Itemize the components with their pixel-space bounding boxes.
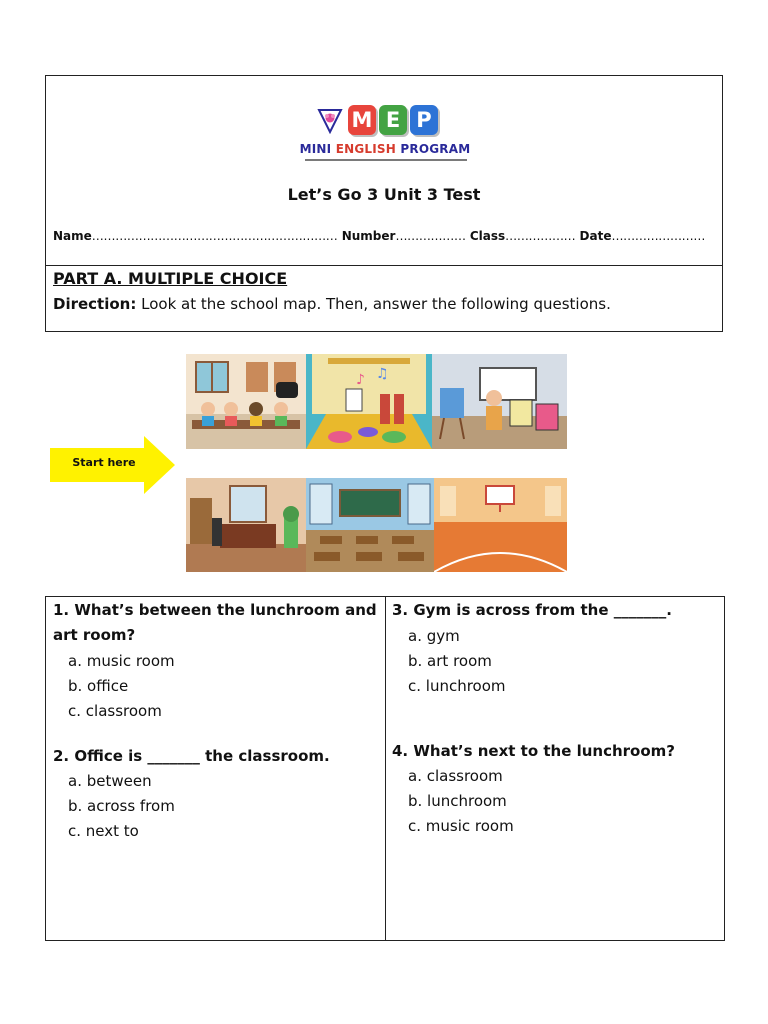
direction-line — [53, 295, 611, 313]
office-image — [186, 478, 306, 572]
q2-option-b[interactable]: b. across from — [68, 797, 175, 815]
number-label: Number — [341, 229, 396, 243]
question-2: 2. Office is _______ the classroom. — [53, 747, 330, 765]
q4-option-a[interactable]: a. classroom — [408, 767, 503, 785]
logo-tile-m: M — [348, 105, 376, 135]
q2-option-c[interactable]: c. next to — [68, 822, 139, 840]
column-divider — [385, 597, 386, 940]
lunchroom-image — [186, 354, 306, 449]
logo-tiles — [348, 105, 438, 135]
direction-label: Direction: — [53, 295, 137, 313]
date-label: Date — [579, 229, 612, 243]
q4-option-c[interactable]: c. music room — [408, 817, 514, 835]
q4-option-b[interactable]: b. lunchroom — [408, 792, 507, 810]
start-here-label: Start here — [72, 456, 136, 469]
header-section — [45, 75, 723, 266]
question-1-line-1: 1. What’s between the lunchroom and — [53, 601, 377, 619]
test-title: Let’s Go 3 Unit 3 Test — [287, 185, 481, 204]
logo-tile-p: P — [410, 105, 438, 135]
q3-option-a[interactable]: a. gym — [408, 627, 460, 645]
mep-logo — [299, 100, 471, 166]
q1-option-b[interactable]: b. office — [68, 677, 129, 695]
question-3: 3. Gym is across from the _______. — [392, 601, 672, 619]
logo-subtitle — [299, 142, 471, 156]
class-label: Class — [469, 229, 506, 243]
logo-tile-e: E — [379, 105, 407, 135]
name-field[interactable]: ……………………………………………………… — [91, 229, 338, 243]
direction-text: Look at the school map. Then, answer the following questions. — [141, 295, 611, 313]
class-field[interactable]: ……………… — [505, 229, 576, 243]
q2-option-a[interactable]: a. between — [68, 772, 152, 790]
q3-option-c[interactable]: c. lunchroom — [408, 677, 506, 695]
music-room-image — [306, 354, 432, 449]
question-1 — [53, 598, 377, 648]
name-label: Name — [53, 229, 92, 243]
q1-option-c[interactable]: c. classroom — [68, 702, 162, 720]
school-emblem-icon — [317, 108, 343, 134]
svg-text:♪: ♪ — [356, 372, 365, 388]
logo-word-program: PROGRAM — [400, 142, 471, 156]
q1-option-a[interactable]: a. music room — [68, 652, 175, 670]
question-4: 4. What’s next to the lunchroom? — [392, 742, 675, 760]
part-a-section — [45, 265, 723, 332]
date-field[interactable]: …………………… — [611, 229, 706, 243]
q3-option-b[interactable]: b. art room — [408, 652, 492, 670]
logo-underline — [305, 159, 467, 161]
gym-image — [434, 478, 567, 572]
svg-text:♫: ♫ — [376, 366, 389, 382]
classroom-image — [306, 478, 434, 572]
number-field[interactable]: ……………… — [395, 229, 466, 243]
student-info-line — [53, 229, 705, 243]
questions-table — [45, 596, 725, 941]
logo-word-english: ENGLISH — [335, 142, 397, 156]
part-title: PART A. MULTIPLE CHOICE — [53, 269, 288, 288]
logo-word-mini: MINI — [299, 142, 332, 156]
question-1-line-2: art room? — [53, 626, 136, 644]
art-room-image — [432, 354, 567, 449]
